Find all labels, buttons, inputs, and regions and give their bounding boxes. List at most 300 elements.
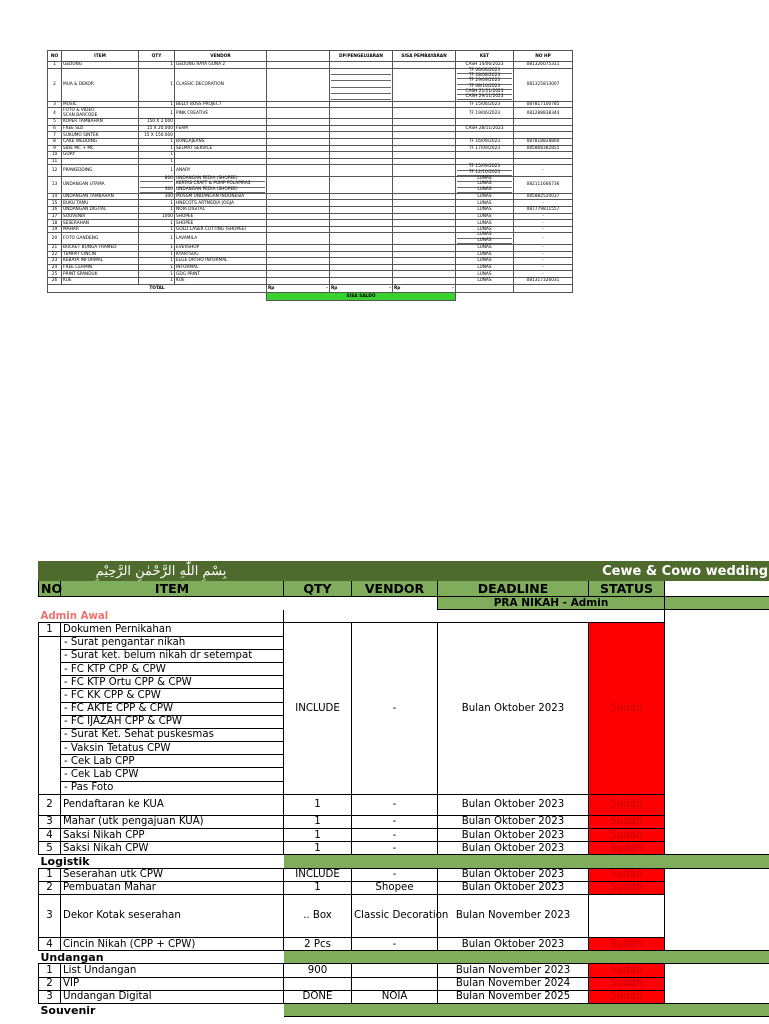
budget-item: SUKUMO SINTEK bbox=[62, 132, 139, 139]
budget-dp bbox=[330, 158, 393, 165]
row-vendor: - bbox=[352, 937, 438, 950]
blank-cell bbox=[665, 623, 769, 794]
rp-dash: - bbox=[389, 285, 391, 291]
budget-no: 18 bbox=[48, 220, 62, 227]
stack-line: UNDANGAN PEDIA (SHOPEE) bbox=[176, 177, 265, 182]
table-row bbox=[39, 977, 769, 990]
row-item: List Undangan bbox=[61, 964, 284, 977]
budget-dp bbox=[330, 200, 393, 207]
budget-no: 25 bbox=[48, 271, 62, 278]
item-line: FOTO & VIDEO bbox=[63, 108, 95, 114]
doc-subitem: - Cek Lab CPW bbox=[61, 768, 284, 781]
budget-item: KUE bbox=[62, 277, 139, 284]
budget-dp bbox=[330, 251, 393, 258]
budget-total-rp-3 bbox=[393, 284, 456, 292]
row-qty: 1 bbox=[284, 815, 352, 828]
row-qty: INCLUDE bbox=[284, 868, 352, 881]
budget-ket: LUNAS bbox=[456, 264, 514, 271]
budget-hp: - bbox=[514, 165, 573, 177]
budget-total-rp-1 bbox=[267, 284, 330, 292]
budget-item: FREE SIZI bbox=[62, 125, 139, 132]
row-no-empty bbox=[39, 636, 61, 649]
budget-vendor bbox=[175, 158, 267, 165]
row-qty: 1 bbox=[284, 794, 352, 815]
bismillah-text: بِسْمِ اللّٰهِ الرَّحْمٰنِ الرَّحِيْمِ bbox=[39, 562, 284, 581]
table-row bbox=[39, 881, 769, 894]
budget-sisa bbox=[393, 68, 456, 101]
blank-cell bbox=[665, 815, 769, 828]
blank-cell bbox=[665, 610, 769, 623]
budget-sisa bbox=[393, 176, 456, 193]
budget-no: 23 bbox=[48, 258, 62, 265]
budget-ket: TF 15/06/2023 bbox=[456, 101, 514, 108]
doc-item-row bbox=[39, 623, 769, 636]
budget-qty: 1 bbox=[139, 207, 175, 214]
budget-dp bbox=[330, 193, 393, 200]
status-badge: Sudah bbox=[589, 937, 665, 950]
budget-vendor: GOLD LASER CUTTING (SHOPEE) bbox=[175, 226, 267, 233]
budget-qty: 150 X 2.000 bbox=[139, 119, 175, 126]
table-row bbox=[39, 937, 769, 950]
col-item: ITEM bbox=[61, 581, 284, 597]
budget-ket: CASH 28/11/2023 bbox=[456, 125, 514, 132]
budget-row bbox=[48, 119, 573, 126]
budget-amount bbox=[267, 145, 330, 152]
row-item: Pembuatan Mahar bbox=[61, 881, 284, 894]
budget-vendor: HNECOTS ARTMEDIA JOGJA bbox=[175, 200, 267, 207]
row-vendor: NOIA bbox=[352, 990, 438, 1003]
budget-no: 2 bbox=[48, 68, 62, 101]
budget-hp: 081325813007 bbox=[514, 68, 573, 101]
row-item: Cincin Nikah (CPP + CPW) bbox=[61, 937, 284, 950]
budget-sisa bbox=[393, 152, 456, 159]
row-deadline: Bulan Oktober 2023 bbox=[438, 881, 589, 894]
col-deadline: DEADLINE bbox=[438, 581, 589, 597]
status-badge: Sudah bbox=[589, 990, 665, 1003]
budget-row bbox=[48, 152, 573, 159]
budget-qty: 1 bbox=[139, 277, 175, 284]
stack-line: TF 15/09/2023 bbox=[457, 165, 512, 170]
budget-dp bbox=[330, 108, 393, 119]
col-qty: QTY bbox=[284, 581, 352, 597]
doc-subitem: - Surat pengantar nikah bbox=[61, 636, 284, 649]
status-badge: Sudah bbox=[589, 815, 665, 828]
budget-row bbox=[48, 108, 573, 119]
rp-dash: - bbox=[326, 285, 328, 291]
budget-header-row bbox=[48, 51, 573, 62]
budget-qty: 1 bbox=[139, 152, 175, 159]
budget-item: BUCKET BUNGA FRAMED bbox=[62, 244, 139, 251]
rp-dash: - bbox=[452, 285, 454, 291]
doc-subitem: - FC KTP Ortu CPP & CPW bbox=[61, 676, 284, 689]
budget-ket bbox=[456, 176, 514, 193]
budget-item: BUKU TAMU bbox=[62, 200, 139, 207]
budget-qty: 1 bbox=[139, 251, 175, 258]
budget-sisa bbox=[393, 258, 456, 265]
budget-row bbox=[48, 145, 573, 152]
budget-no: 17 bbox=[48, 213, 62, 220]
table-row bbox=[39, 868, 769, 881]
budget-item bbox=[62, 108, 139, 119]
section-band bbox=[284, 855, 769, 868]
budget-amount bbox=[267, 68, 330, 101]
row-deadline: Bulan Oktober 2023 bbox=[438, 842, 589, 855]
budget-item: SIDE MC + MC bbox=[62, 145, 139, 152]
row-item: Pendaftaran ke KUA bbox=[61, 794, 284, 815]
budget-dp bbox=[330, 145, 393, 152]
admin-awal-spacer bbox=[284, 610, 665, 623]
doc-vendor: - bbox=[352, 623, 438, 794]
budget-vendor: KYARTSOG bbox=[175, 251, 267, 258]
budget-dp bbox=[330, 226, 393, 233]
section-label: Logistik bbox=[40, 854, 90, 868]
budget-qty: 1 bbox=[139, 138, 175, 145]
budget-qty: 1 bbox=[139, 264, 175, 271]
status-badge: Sudah bbox=[589, 977, 665, 990]
budget-sisa bbox=[393, 119, 456, 126]
row-vendor: - bbox=[352, 842, 438, 855]
budget-vendor: SELMAT SERVICE bbox=[175, 145, 267, 152]
header-spacer bbox=[665, 581, 769, 597]
budget-sisa bbox=[393, 244, 456, 251]
row-deadline: Bulan Oktober 2023 bbox=[438, 937, 589, 950]
row-no-empty bbox=[39, 715, 61, 728]
budget-qty: 15 X 20.000 bbox=[139, 125, 175, 132]
budget-row bbox=[48, 68, 573, 101]
budget-hp: 082111666736 bbox=[514, 176, 573, 193]
budget-amount bbox=[267, 277, 330, 284]
budget-vendor: CLASSIC DECORATION bbox=[175, 68, 267, 101]
row-deadline: Bulan November 2023 bbox=[438, 964, 589, 977]
budget-ket: LUNAS bbox=[456, 220, 514, 227]
row-no: 3 bbox=[39, 894, 61, 937]
row-qty: 2 Pcs bbox=[284, 937, 352, 950]
budget-ket: LUNAS bbox=[456, 226, 514, 233]
doc-subitem: - FC KK CPP & CPW bbox=[61, 689, 284, 702]
budget-col-sisa: SISA PEMBAYARAN bbox=[393, 51, 456, 62]
blank-cell bbox=[665, 977, 769, 990]
budget-col-blank bbox=[267, 51, 330, 62]
stack-line: LUNAS bbox=[457, 188, 512, 193]
budget-row bbox=[48, 277, 573, 284]
budget-saldo-spacer bbox=[456, 292, 573, 300]
budget-hp: 081317326031 bbox=[514, 277, 573, 284]
budget-dp bbox=[330, 152, 393, 159]
budget-ket: LUNAS bbox=[456, 200, 514, 207]
pra-nikah-row bbox=[39, 597, 769, 610]
budget-vendor bbox=[175, 176, 267, 193]
budget-no: 11 bbox=[48, 158, 62, 165]
row-no-empty bbox=[39, 689, 61, 702]
row-item: Undangan Digital bbox=[61, 990, 284, 1003]
budget-ket bbox=[456, 152, 514, 159]
budget-hp: - bbox=[514, 200, 573, 207]
row-no-empty bbox=[39, 768, 61, 781]
doc-subitem: - Pas Foto bbox=[61, 781, 284, 794]
budget-amount bbox=[267, 233, 330, 245]
budget-item: MUSIC bbox=[62, 101, 139, 108]
budget-sisa bbox=[393, 226, 456, 233]
budget-item: SOUVENIR bbox=[62, 213, 139, 220]
stack-line: CASH 21/11/2023 bbox=[457, 90, 512, 95]
row-qty: DONE bbox=[284, 990, 352, 1003]
budget-row bbox=[48, 200, 573, 207]
budget-row bbox=[48, 251, 573, 258]
budget-vendor bbox=[175, 132, 267, 139]
budget-item: GEDUNG bbox=[62, 62, 139, 69]
budget-hp: - bbox=[514, 251, 573, 258]
stack-line: KERTAS CRAFT & PUMP POLAPIRAS bbox=[176, 182, 265, 187]
row-item: Dokumen Pernikahan bbox=[61, 623, 284, 636]
budget-col-qty: QTY bbox=[139, 51, 175, 62]
status-badge: Sudah bbox=[589, 842, 665, 855]
budget-sisa bbox=[393, 207, 456, 214]
section-label: Undangan bbox=[40, 950, 104, 964]
budget-qty: 300 bbox=[139, 193, 175, 200]
budget-dp bbox=[330, 101, 393, 108]
budget-total-label: TOTAL bbox=[48, 284, 267, 292]
budget-row bbox=[48, 125, 573, 132]
budget-item: KEBAYA INFORMAL bbox=[62, 258, 139, 265]
budget-col-vendor: VENDOR bbox=[175, 51, 267, 62]
budget-dp bbox=[330, 119, 393, 126]
budget-qty bbox=[139, 176, 175, 193]
budget-sisa bbox=[393, 220, 456, 227]
budget-amount bbox=[267, 108, 330, 119]
budget-item: TEMPAT CINCIN bbox=[62, 251, 139, 258]
budget-no: 22 bbox=[48, 251, 62, 258]
budget-vendor: KUE bbox=[175, 277, 267, 284]
budget-item: PRAWEDDING bbox=[62, 165, 139, 177]
budget-amount bbox=[267, 101, 330, 108]
budget-item: KOPER TAMBAHAN bbox=[62, 119, 139, 126]
section-label: Souvenir bbox=[40, 1003, 96, 1017]
budget-hp: - bbox=[514, 226, 573, 233]
budget-row bbox=[48, 258, 573, 265]
budget-dp bbox=[330, 244, 393, 251]
budget-amount bbox=[267, 213, 330, 220]
budget-no: 21 bbox=[48, 244, 62, 251]
budget-sisa bbox=[393, 158, 456, 165]
col-status: STATUS bbox=[589, 581, 665, 597]
budget-item: PRINT SPANDUK bbox=[62, 271, 139, 278]
rp-label: Rp bbox=[331, 285, 338, 291]
budget-hp: 081288838344 bbox=[514, 108, 573, 119]
budget-sisa bbox=[393, 200, 456, 207]
row-item: Saksi Nikah CPW bbox=[61, 842, 284, 855]
wedding-checklist-table bbox=[38, 561, 769, 1017]
budget-qty: 1 bbox=[139, 220, 175, 227]
budget-sisa bbox=[393, 193, 456, 200]
row-deadline: Bulan Oktober 2023 bbox=[438, 868, 589, 881]
budget-hp: - bbox=[514, 244, 573, 251]
budget-no: 6 bbox=[48, 125, 62, 132]
budget-qty: 1 bbox=[139, 244, 175, 251]
budget-vendor: BUNGAJEANS bbox=[175, 138, 267, 145]
budget-item: UNDANGAN DIGITAL bbox=[62, 207, 139, 214]
row-vendor: Shopee bbox=[352, 881, 438, 894]
budget-amount bbox=[267, 138, 330, 145]
stack-line: TF 08/10/2023 bbox=[457, 85, 512, 90]
budget-dp bbox=[330, 68, 393, 101]
budget-amount bbox=[267, 158, 330, 165]
budget-sisa bbox=[393, 62, 456, 69]
budget-vendor: INFORMAL bbox=[175, 264, 267, 271]
budget-no: 7 bbox=[48, 132, 62, 139]
row-deadline: Bulan Oktober 2023 bbox=[438, 794, 589, 815]
doc-qty: INCLUDE bbox=[284, 623, 352, 794]
budget-vendor: SHOPEE bbox=[175, 213, 267, 220]
stack-line: LUNAS bbox=[457, 233, 512, 238]
budget-saldo-row bbox=[48, 292, 573, 300]
budget-hp bbox=[514, 152, 573, 159]
budget-item: FREE CERMIN bbox=[62, 264, 139, 271]
budget-qty: 1 bbox=[139, 271, 175, 278]
row-qty: .. Box bbox=[284, 894, 352, 937]
row-qty: 1 bbox=[284, 842, 352, 855]
stack-line: LUNAS bbox=[457, 182, 512, 187]
budget-sisa bbox=[393, 165, 456, 177]
budget-no: 16 bbox=[48, 207, 62, 214]
budget-ket: LUNAS bbox=[456, 251, 514, 258]
row-no: 1 bbox=[39, 623, 61, 636]
budget-item bbox=[62, 158, 139, 165]
doc-subitem: - FC IJAZAH CPP & CPW bbox=[61, 715, 284, 728]
budget-hp: 085882520037 bbox=[514, 193, 573, 200]
budget-row bbox=[48, 220, 573, 227]
stack-line: LUNAS bbox=[457, 177, 512, 182]
row-deadline: Bulan Oktober 2023 bbox=[438, 829, 589, 842]
budget-vendor: LAVAMILA bbox=[175, 233, 267, 245]
row-no: 3 bbox=[39, 990, 61, 1003]
budget-hp bbox=[514, 119, 573, 126]
budget-no: 20 bbox=[48, 233, 62, 245]
row-no-empty bbox=[39, 781, 61, 794]
blank-cell bbox=[665, 894, 769, 937]
doc-subitem: - FC KTP CPP & CPW bbox=[61, 662, 284, 675]
row-no-empty bbox=[39, 728, 61, 741]
budget-hp: - bbox=[514, 264, 573, 271]
budget-ket: TF 19/06/2023 bbox=[456, 108, 514, 119]
budget-row bbox=[48, 193, 573, 200]
budget-row bbox=[48, 207, 573, 214]
budget-amount bbox=[267, 119, 330, 126]
budget-hp: 085868382855 bbox=[514, 145, 573, 152]
stack-line: LUNAS bbox=[457, 239, 512, 244]
row-no-empty bbox=[39, 755, 61, 768]
table-row bbox=[39, 894, 769, 937]
row-vendor: Classic Decoration bbox=[352, 894, 438, 937]
budget-amount bbox=[267, 220, 330, 227]
table-row bbox=[39, 990, 769, 1003]
blank-cell bbox=[665, 829, 769, 842]
budget-ket bbox=[456, 233, 514, 245]
budget-vendor: GDG PRINT bbox=[175, 271, 267, 278]
budget-hp: - bbox=[514, 213, 573, 220]
row-deadline: Bulan November 2024 bbox=[438, 977, 589, 990]
budget-qty: 1 bbox=[139, 145, 175, 152]
budget-dp bbox=[330, 132, 393, 139]
budget-item: SESERAHAN bbox=[62, 220, 139, 227]
budget-no: 5 bbox=[48, 119, 62, 126]
budget-ket: LUNAS bbox=[456, 244, 514, 251]
budget-row bbox=[48, 132, 573, 139]
blank-cell bbox=[665, 794, 769, 815]
budget-dp bbox=[330, 213, 393, 220]
budget-vendor: GEDUNG RAYA GUNA 2 bbox=[175, 62, 267, 69]
row-qty bbox=[284, 977, 352, 990]
budget-amount bbox=[267, 226, 330, 233]
budget-total-empty bbox=[456, 284, 514, 292]
row-item: VIP bbox=[61, 977, 284, 990]
budget-no: 10 bbox=[48, 152, 62, 159]
budget-ket: LUNAS bbox=[456, 193, 514, 200]
budget-no: 13 bbox=[48, 176, 62, 193]
doc-subitem: - Vaksin Tetatus CPW bbox=[61, 742, 284, 755]
title-row bbox=[39, 562, 769, 581]
section-label bbox=[39, 597, 438, 610]
budget-ket bbox=[456, 119, 514, 126]
budget-item: GORY bbox=[62, 152, 139, 159]
budget-item: MUA & DEKOR bbox=[62, 68, 139, 101]
budget-sisa bbox=[393, 132, 456, 139]
row-qty: 900 bbox=[284, 964, 352, 977]
doc-subitem: - Surat ket. belum nikah dr setempat bbox=[61, 649, 284, 662]
souvenir-section bbox=[39, 1003, 769, 1016]
row-no: 5 bbox=[39, 842, 61, 855]
row-no: 1 bbox=[39, 964, 61, 977]
budget-col-no: NO bbox=[48, 51, 62, 62]
budget-item: MAHAR bbox=[62, 226, 139, 233]
budget-total-rp-2 bbox=[330, 284, 393, 292]
budget-no: 24 bbox=[48, 264, 62, 271]
table-row bbox=[39, 794, 769, 815]
budget-vendor: ANARY bbox=[175, 165, 267, 177]
budget-ket: LUNAS bbox=[456, 271, 514, 278]
budget-amount bbox=[267, 244, 330, 251]
budget-vendor: MOSSM UNDANGAN INDONESIA bbox=[175, 193, 267, 200]
budget-ket: LUNAS bbox=[456, 207, 514, 214]
doc-status: Sudah bbox=[589, 623, 665, 794]
budget-vendor: BELLY BOSS PROJECT bbox=[175, 101, 267, 108]
budget-total-empty bbox=[514, 284, 573, 292]
budget-amount bbox=[267, 258, 330, 265]
budget-no: 12 bbox=[48, 165, 62, 177]
budget-amount bbox=[267, 264, 330, 271]
row-no-empty bbox=[39, 742, 61, 755]
budget-row bbox=[48, 233, 573, 245]
budget-sisa bbox=[393, 138, 456, 145]
budget-row bbox=[48, 264, 573, 271]
row-vendor: - bbox=[352, 815, 438, 828]
budget-qty: 1 bbox=[139, 233, 175, 245]
budget-qty: 1 bbox=[139, 165, 175, 177]
budget-qty: 1 bbox=[139, 62, 175, 69]
budget-no: 19 bbox=[48, 226, 62, 233]
status-badge: Sudah bbox=[589, 794, 665, 815]
pra-nikah-label: PRA NIKAH - Admin bbox=[438, 597, 665, 610]
budget-dp bbox=[330, 233, 393, 245]
row-no: 2 bbox=[39, 977, 61, 990]
budget-item: CAKE WEDDING bbox=[62, 138, 139, 145]
budget-row bbox=[48, 176, 573, 193]
budget-row bbox=[48, 101, 573, 108]
section-band bbox=[284, 1003, 769, 1016]
budget-vendor: NOIA DIGITAL bbox=[175, 207, 267, 214]
table-row bbox=[39, 842, 769, 855]
budget-body bbox=[48, 62, 573, 285]
budget-no: 15 bbox=[48, 200, 62, 207]
